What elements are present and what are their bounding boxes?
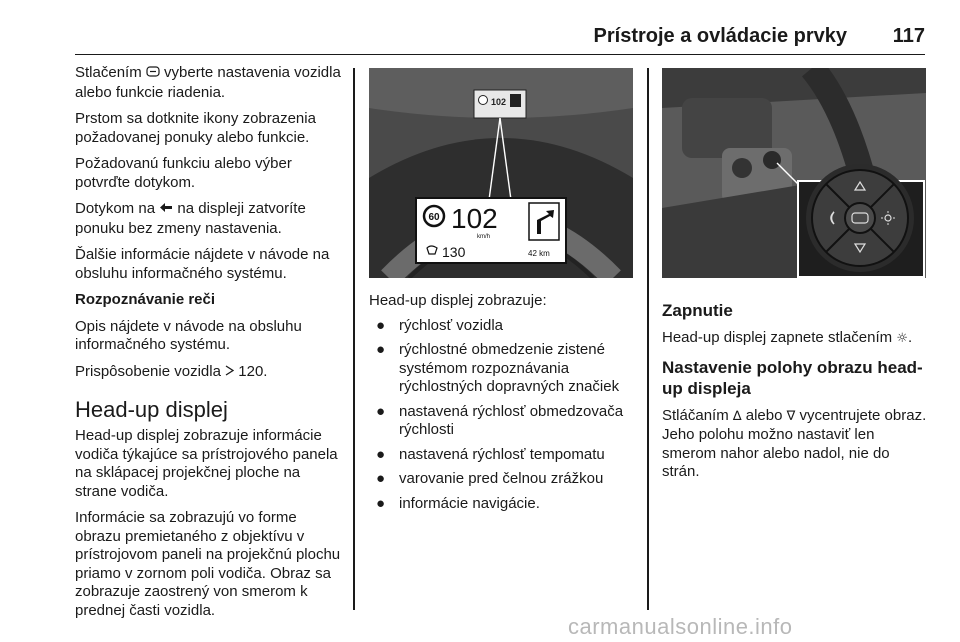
paragraph-hud-desc: Head-up displej zobrazuje informácie vodiča týkajúce sa prístrojového panela na sklápacej projekčnej ploche na strane vodiča. xyxy=(75,427,338,500)
heading-adjust-position: Nastavenie polohy obrazu head-up displeja xyxy=(662,357,923,398)
hud-distance: 42 km xyxy=(528,249,550,258)
watermark: carmanualsonline.info xyxy=(568,614,793,639)
column-left xyxy=(75,64,345,628)
heading-switch-on: Zapnutie xyxy=(662,301,733,320)
paragraph-select-settings: Stlačením vyberte nastavenia vozidla alebo funkcie riadenia. xyxy=(75,64,341,101)
list-item: ● nastavená rýchlosť obmedzovača rýchlosti xyxy=(376,402,624,438)
paragraph-more-info: Ďalšie informácie nájdete v návode na obsluhu informačného systému. xyxy=(75,246,330,282)
paragraph-switch-on: Head-up displej zapnete stlačením ☼. xyxy=(662,329,928,349)
paragraph-hud-projection: Informácie sa zobrazujú vo forme obrazu premietaného z objektívu v prístrojovom paneli na projekčnú plochu priamo v zornom poli vodiča. Obraz sa zobrazuje zaostrený von smerom k prednej časti vozidla. xyxy=(75,509,341,619)
paragraph-vehicle-customization: Prispôsobenie vozidla 120. xyxy=(75,363,345,383)
hud-feature-list xyxy=(369,317,633,514)
hud-illustration xyxy=(369,68,633,278)
hud-mini-speed: 102 xyxy=(491,97,507,107)
page-number: 117 xyxy=(892,25,925,47)
hud-speed-unit: km/h xyxy=(477,234,491,240)
back-arrow-icon xyxy=(159,201,173,220)
section-title: Prístroje a ovládacie prvky xyxy=(593,25,847,47)
column-divider-1 xyxy=(353,68,355,610)
list-item: ● nastavená rýchlosť tempomatu xyxy=(376,445,605,463)
list-item: ● informácie navigácie. xyxy=(376,494,540,512)
subheading-voice-recognition: Rozpoznávanie reči xyxy=(75,291,216,308)
down-triangle-icon: ∇ xyxy=(786,408,796,424)
page-header xyxy=(75,22,925,55)
paragraph-voice-desc: Opis nájdete v návode na obsluhu informačného systému. xyxy=(75,317,302,353)
hud-speed-limit: 60 xyxy=(428,212,440,223)
up-triangle-icon: ∆ xyxy=(732,408,742,424)
paragraph-back: Dotykom na na displeji zatvoríte ponuku bez zmeny nastavenia. xyxy=(75,200,306,237)
paragraph-adjust-position: Stláčaním ∆ alebo ∇ vycentrujete obraz. Jeho polohu možno nastaviť len smerom nahor alebo nadol, nie do strán. xyxy=(662,406,927,480)
column-middle xyxy=(369,292,633,519)
hud-speed: 102 xyxy=(451,203,498,234)
column-right xyxy=(662,294,928,490)
hud-list-intro: Head-up displej zobrazuje: xyxy=(369,292,547,309)
paragraph-touch-icon: Prstom sa dotknite ikony zobrazenia požadovanej ponuky alebo funkcie. xyxy=(75,110,316,146)
brightness-icon: ☼ xyxy=(896,331,908,346)
list-item: ● varovanie pred čelnou zrážkou xyxy=(376,470,604,487)
list-item: ● rýchlosť vozidla xyxy=(376,316,503,334)
page-reference-icon xyxy=(225,364,234,383)
paragraph-confirm: Požadovanú funkciu alebo výber potvrďte dotykom. xyxy=(75,155,292,191)
hud-cruise-speed: 130 xyxy=(442,244,466,260)
heading-head-up-display: Head-up displej xyxy=(75,397,228,422)
steering-control-icon xyxy=(146,65,160,84)
list-item: ● rýchlostné obmedzenie zistené systémom rozpoznávania rýchlostných dopravných značiek xyxy=(376,341,620,395)
column-divider-2 xyxy=(647,68,649,610)
control-pad-illustration xyxy=(662,68,926,278)
